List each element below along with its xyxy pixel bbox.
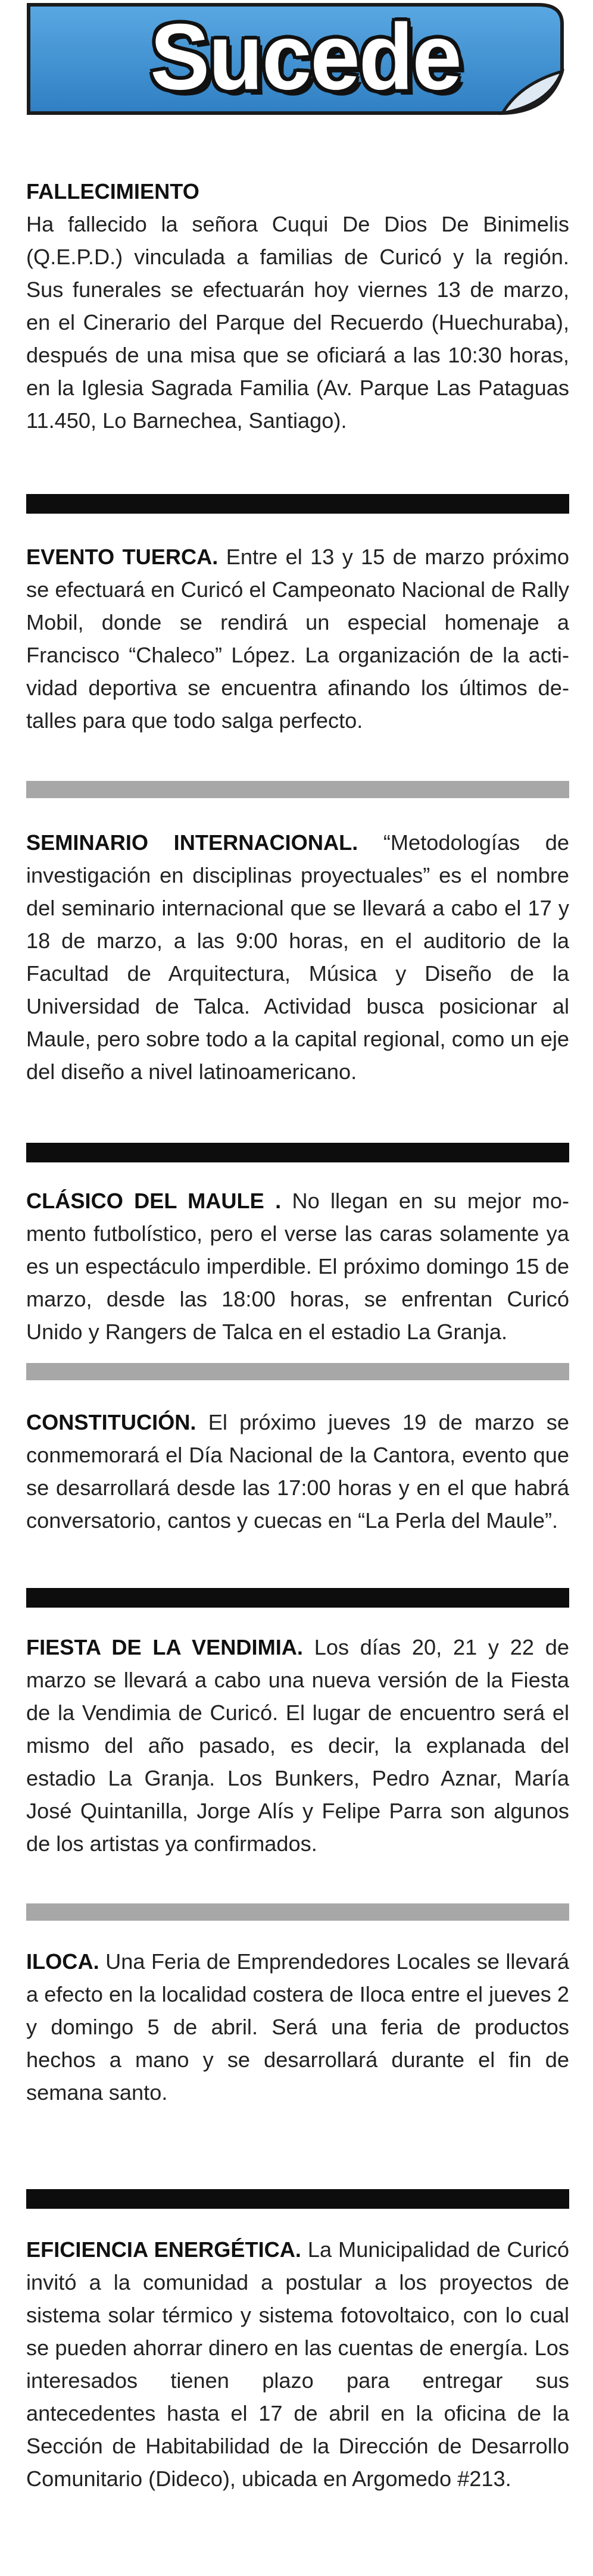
divider-black [26, 494, 569, 514]
item-body: El próximo jueves 19 de marzo se conmemorará el Día Nacional de la Cantora, evento que se desarrollará desde las 17:00 horas y en el que habrá conversatorio, cantos y cuecas en “La Perla del Maule”. [26, 1410, 570, 1533]
news-item-iloca [26, 1945, 569, 2109]
news-item-fiesta-vendimia [26, 1631, 569, 1860]
news-item-eficiencia-energetica [26, 2233, 569, 2495]
item-heading: EFICIENCIA ENERGÉTICA. [26, 2237, 301, 2262]
news-item-seminario [26, 826, 569, 1088]
news-item-evento-tuerca [26, 540, 569, 737]
section-banner [26, 0, 567, 117]
item-heading: EVENTO TUERCA. [26, 545, 219, 569]
item-body: Entre el 13 y 15 de marzo próximo se efectuará en Curicó el Campeonato Nacional de Rally Mobil, donde se rendirá un especial homenaje a Francisco “Chaleco” López. La organización de la actividad deportiva se encuentra afinando los últimos detalles para que todo salga perfecto. [26, 545, 570, 733]
item-body: “Metodologías de investigación en disciplinas proyectuales” es el nombre del seminario internacional que se llevará a cabo el 17 y 18 de marzo, a las 9:00 horas, en el auditorio de la Facultad de Arquitectura, Música y Diseño de la Universidad de Talca. Actividad busca posicionar al Maule, pero sobre todo a la capital regional, como un eje del diseño a nivel latinoamericano. [26, 830, 569, 1084]
divider-gray [26, 1363, 569, 1380]
news-item-constitucion [26, 1406, 569, 1537]
item-heading: SEMINARIO INTERNACIONAL. [26, 830, 358, 855]
news-item-fallecimiento [26, 175, 569, 437]
divider-black [26, 1143, 569, 1162]
item-body: La Municipalidad de Curicó invitó a la comunidad a postular a los proyectos de sistema solar térmico y sistema fotovoltaico, con lo cual se pueden ahorrar dinero en las cuentas de energía. Los interesados tienen plazo para entregar sus antecedentes hasta el 17 de abril en la oficina de la Sección de Habitabilidad de la Dirección de Desarrollo Comunitario (Dideco), ubicada en Argomedo #213. [26, 2237, 569, 2491]
divider-black [26, 1588, 569, 1608]
item-heading: ILOCA. [26, 1949, 99, 1974]
divider-gray [26, 781, 569, 798]
section-title: Sucede [150, 4, 461, 109]
item-body: Los días 20, 21 y 22 de marzo se llevará a cabo una nueva versión de la Fiesta de la Vendimia de Curicó. El lugar de encuentro será el mismo del año pasado, es decir, la explanada del estadio La Granja. Los Bunkers, Pedro Aznar, María José Quintanilla, Jorge Alís y Felipe Parra son algunos de los artistas ya confirmados. [26, 1635, 569, 1856]
item-heading: FIESTA DE LA VENDIMIA. [26, 1635, 303, 1659]
item-heading: CONSTITUCIÓN. [26, 1410, 196, 1434]
item-heading: CLÁSICO DEL MAULE . [26, 1189, 282, 1213]
item-heading: FALLECIMIENTO [26, 179, 199, 204]
item-body: Una Feria de Emprendedores Locales se llevará a efecto en la localidad costera de Iloca entre el jueves 2 y domingo 5 de abril. Será una feria de productos hechos a mano y se desarrollará durante el fin de semana santo. [26, 1949, 569, 2105]
divider-black [26, 2189, 569, 2209]
divider-gray [26, 1903, 569, 1921]
item-body: No llegan en su mejor momento futbolístico, pero el verse las caras solamente ya es un espectáculo imperdible. El próximo domingo 15 de marzo, desde las 18:00 horas, se enfrentan Curicó Unido y Rangers de Talca en el estadio La Granja. [26, 1189, 570, 1344]
news-item-clasico-maule [26, 1184, 569, 1348]
item-body: Ha fallecido la señora Cuqui De Dios De Binimelis (Q.E.P.D.) vinculada a familias de Curicó y la región. Sus funerales se efectuarán hoy viernes 13 de marzo, en el Cinerario del Parque del Recuerdo (Huechuraba), después de una misa que se oficiará a las 10:30 horas, en la Iglesia Sagrada Familia (Av. Parque Las Pataguas 11.450, Lo Barnechea, Santiago). [26, 212, 569, 433]
